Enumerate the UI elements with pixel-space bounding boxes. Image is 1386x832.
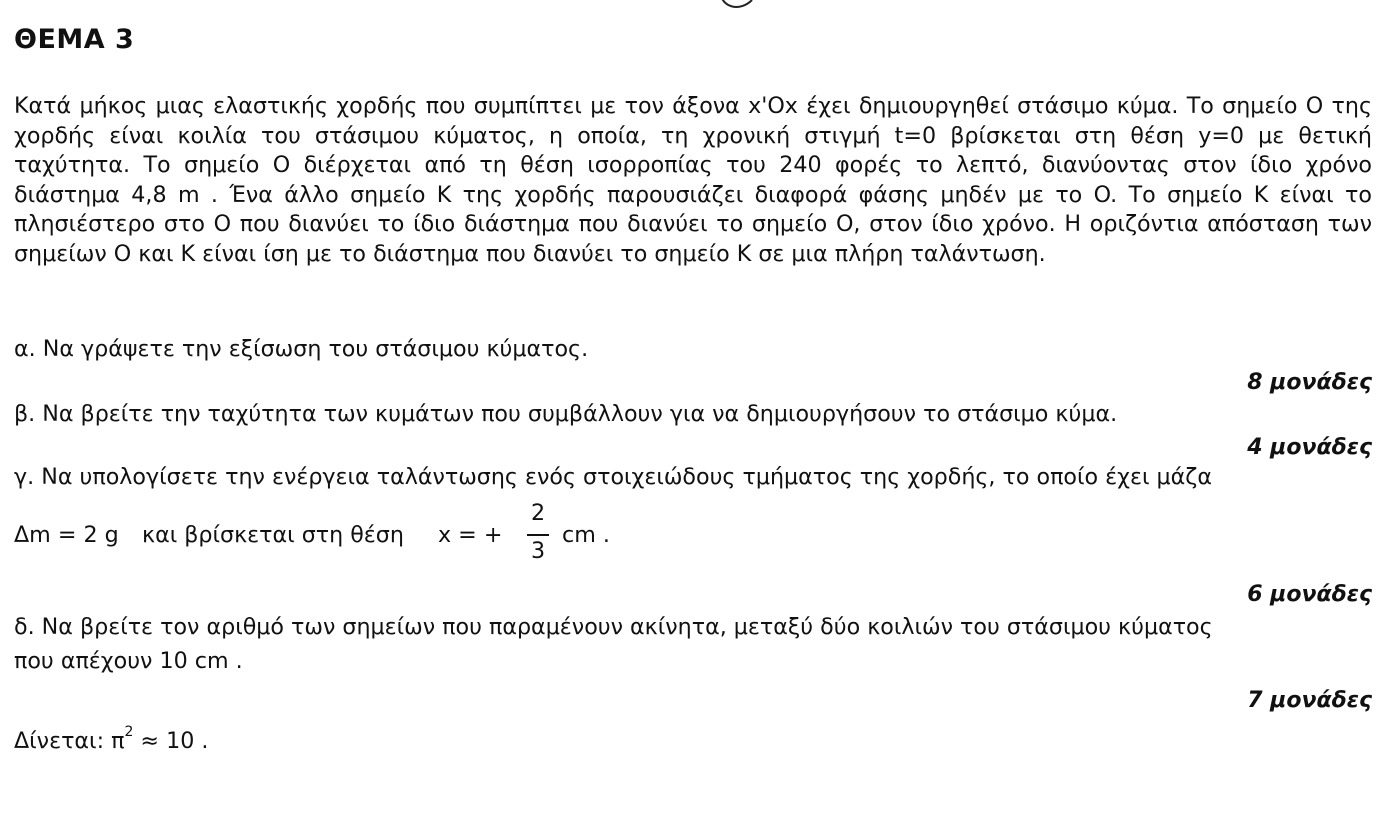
question-a: α. Να γράψετε την εξίσωση του στάσιμου κύματος. (14, 336, 589, 362)
fraction-denominator: 3 (530, 538, 546, 564)
question-c-marks: 6 μονάδες (1247, 582, 1372, 607)
position-text: και βρίσκεται στη θέση (142, 522, 404, 548)
fraction-numerator: 2 (530, 500, 546, 526)
given-value: ≈ 10 . (133, 728, 209, 754)
section-title: ΘΕΜΑ 3 (14, 24, 135, 55)
question-b: β. Να βρείτε την ταχύτητα των κυμάτων που συμβάλλουν για να δημιουργήσουν το στάσιμο κύμα. (14, 401, 1118, 427)
problem-statement: Κατά μήκος μιας ελαστικής χορδής που συμπίπτει με τον άξονα x'Ox έχει δημιουργηθεί στάσιμο κύμα. Το σημείο O της χορδής είναι κοιλία του στάσιμου κύματος, η οποία, τη χρονική στιγμή t=0 βρίσκεται στη θέση y=0 με θετική ταχύτητα. Το σημείο O διέρχεται από τη θέση ισορροπίας του 240 φορές το λεπτό, διανύοντας στον ίδιο χρόνο διάστημα 4,8 m . Ένα άλλο σημείο K της χορδής παρουσιάζει διαφορά φάσης μηδέν με το O. Το σημείο K είναι το πλησιέστερο στο O που διανύει το ίδιο διάστημα που διανύει το σημείο O, στον ίδιο χρόνο. Η οριζόντια απόσταση των σημείων O και K είναι ίση με το διάστημα που διανύει το σημείο K σε μια πλήρη ταλάντωση. (14, 93, 1372, 267)
question-c: γ. Να υπολογίσετε την ενέργεια ταλάντωσης ενός στοιχειώδους τμήματος της χορδής, το οποίο έχει μάζα (14, 464, 1212, 490)
question-b-marks: 4 μονάδες (1247, 435, 1372, 460)
given-data (14, 724, 209, 754)
mass-value: Δm = 2 g (14, 522, 119, 548)
x-prefix: x = + (438, 522, 503, 548)
question-d-marks: 7 μονάδες (1247, 688, 1372, 713)
question-a-marks: 8 μονάδες (1247, 370, 1372, 395)
given-label: Δίνεται: π (14, 728, 125, 754)
unit-cm: cm . (562, 522, 610, 548)
handwriting-scribble (700, 0, 980, 16)
given-exponent: 2 (124, 724, 134, 740)
question-d-cont: που απέχουν 10 cm . (14, 648, 243, 674)
fraction-bar (527, 534, 549, 536)
question-d: δ. Να βρείτε τον αριθμό των σημείων που παραμένουν ακίνητα, μεταξύ δύο κοιλιών του στάσιμου κύματος (14, 614, 1213, 640)
